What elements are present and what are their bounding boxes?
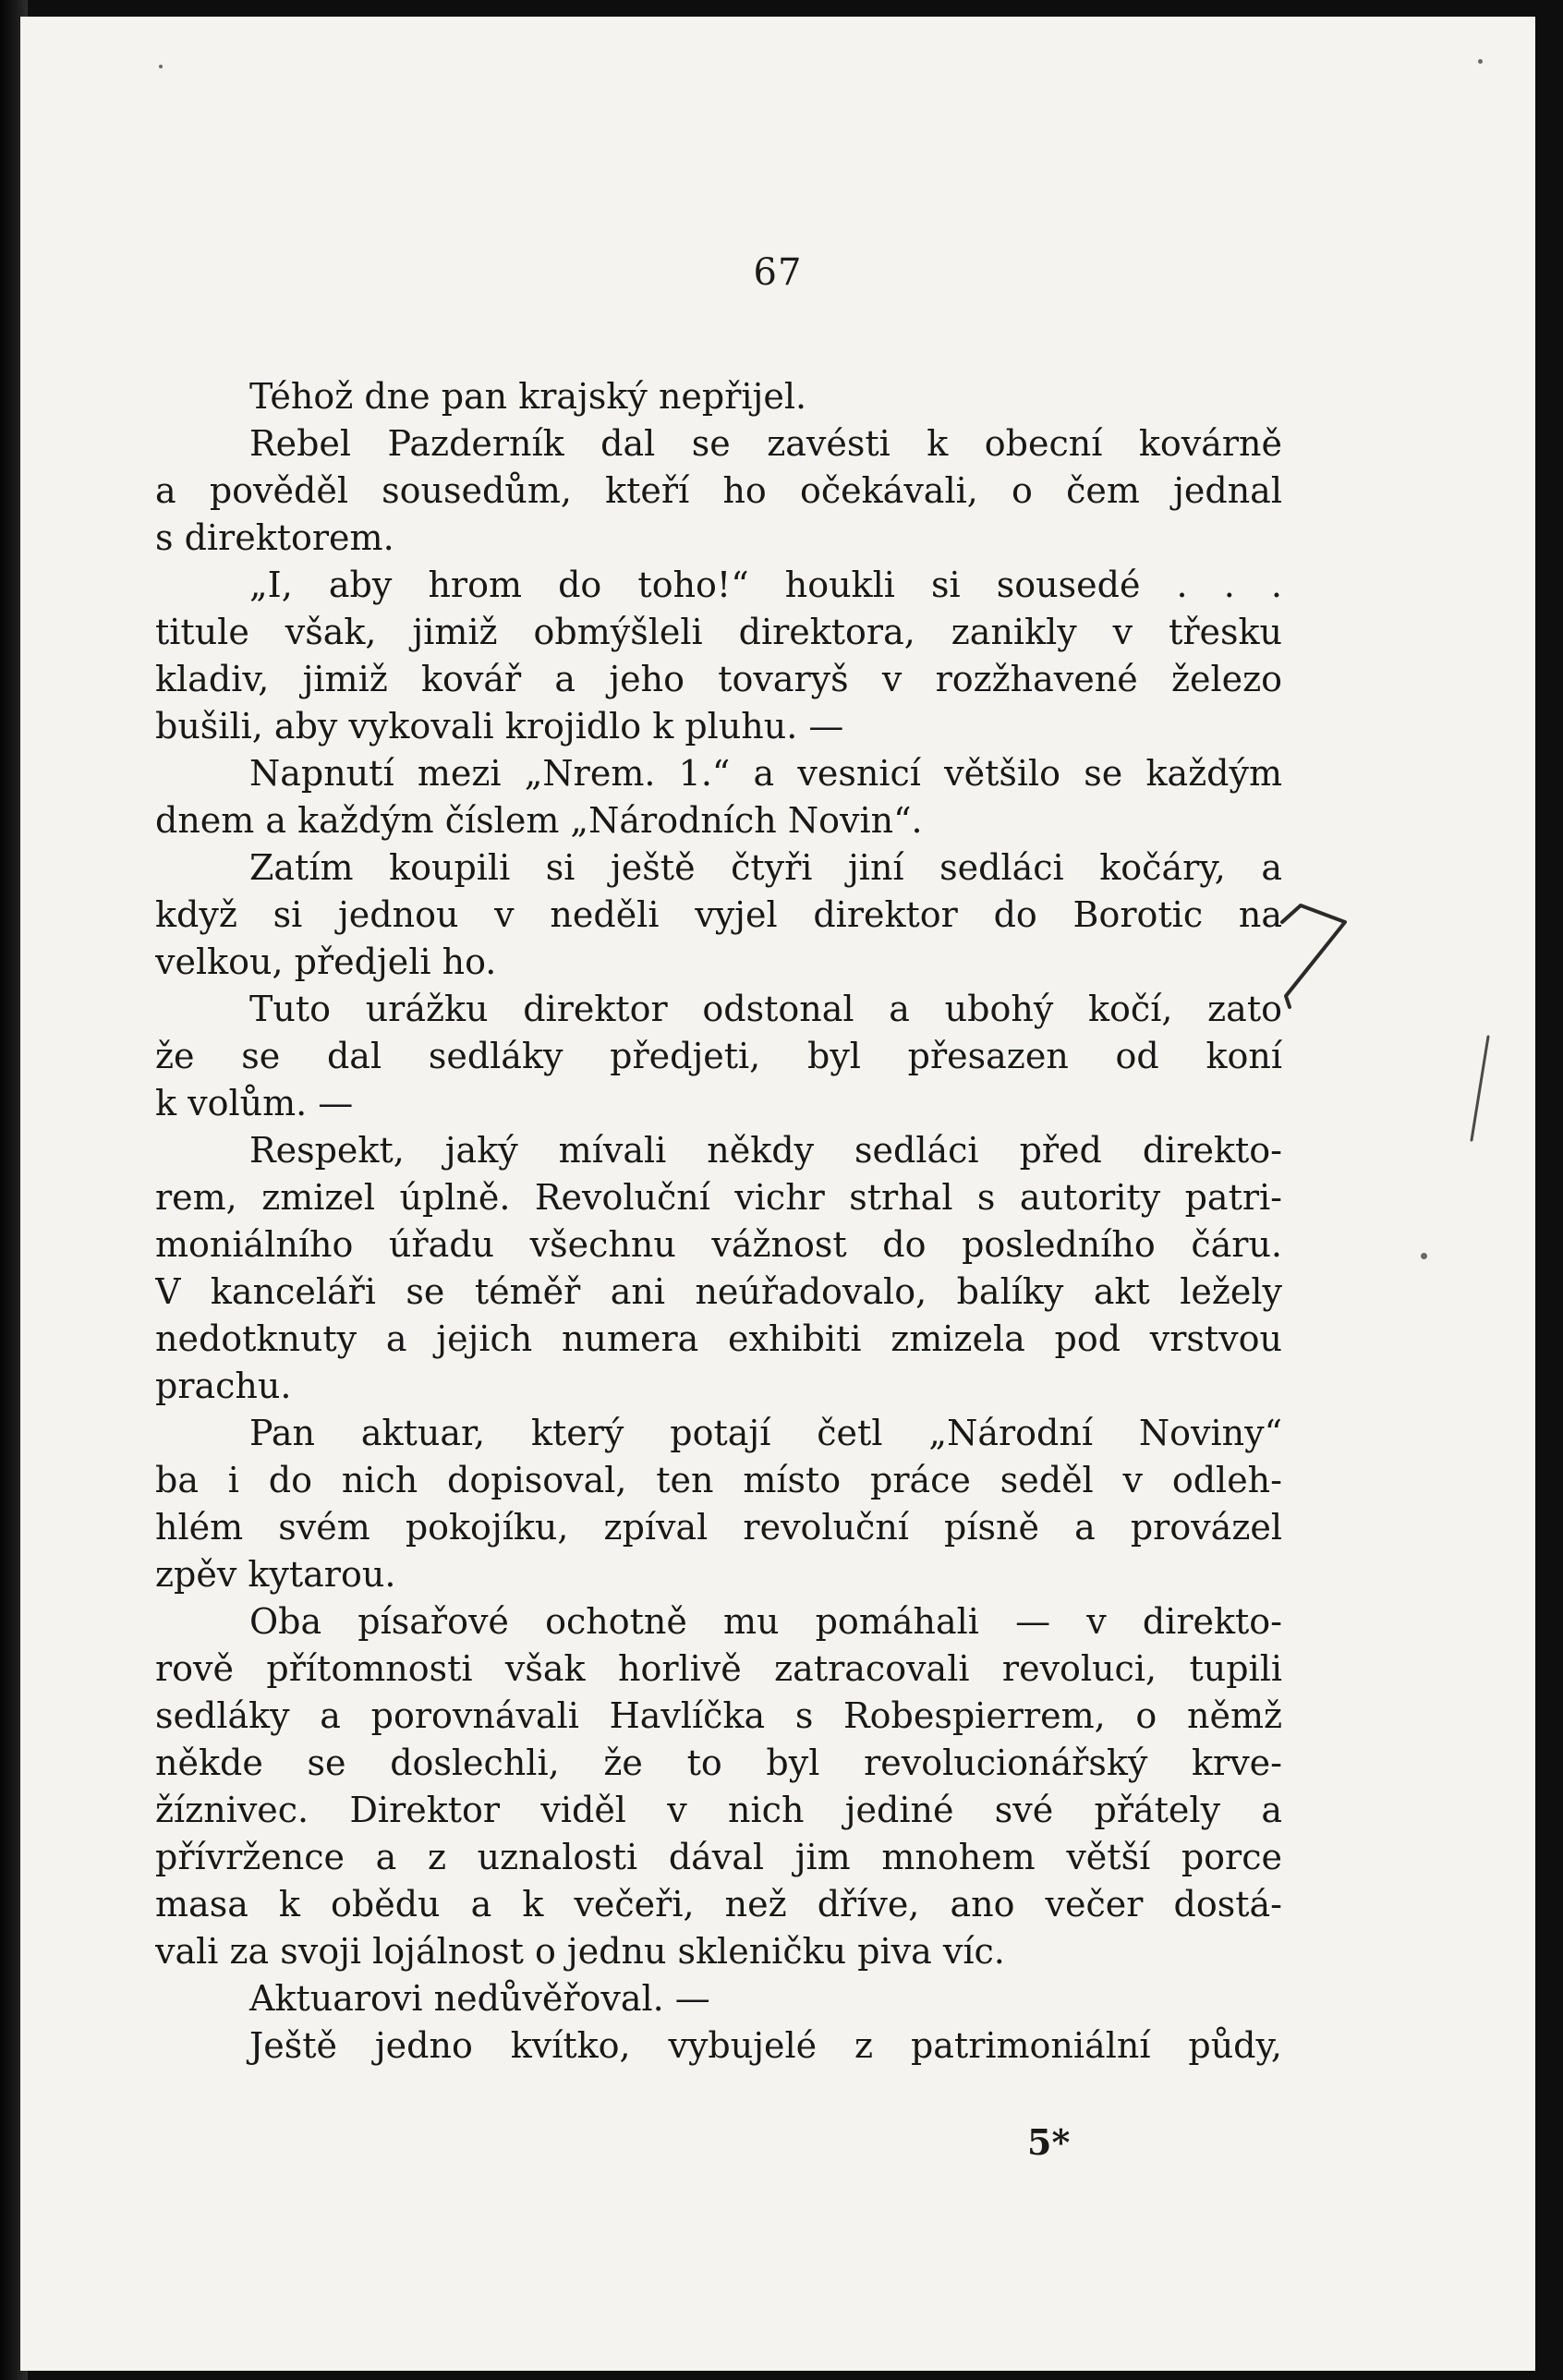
text-line: titule však, jimiž obmýšleli direktora, zanikly v třesku — [155, 612, 1282, 652]
text-line: Téhož dne pan krajský nepřijel. — [249, 376, 807, 417]
text-line: moniálního úřadu všechnu vážnost do posledního čáru. — [155, 1224, 1282, 1265]
text-line: velkou, předjeli ho. — [155, 941, 497, 982]
text-line: s direktorem. — [155, 517, 394, 558]
text-line: když si jednou v neděli vyjel direktor do Borotic na — [155, 894, 1282, 935]
text-line: Aktuarovi nedůvěřoval. — — [249, 1978, 710, 2019]
text-line: že se dal sedláky předjeti, byl přesazen od koní — [155, 1036, 1282, 1076]
body-text — [155, 373, 1282, 2070]
text-line: Respekt, jaký mívali někdy sedláci před direkto- — [249, 1130, 1282, 1171]
text-line: rem, zmizel úplně. Revoluční vichr strhal s autority patri- — [155, 1177, 1282, 1218]
paper-speck — [159, 65, 163, 68]
text-line: rově přítomnosti však horlivě zatracovali revoluci, tupili — [155, 1648, 1282, 1689]
text-line: ba i do nich dopisoval, ten místo práce seděl v odleh- — [155, 1460, 1282, 1500]
text-line: Zatím koupili si ještě čtyři jiní sedláci kočáry, a — [249, 847, 1282, 888]
text-line: někde se doslechli, že to byl revolucionářský krve- — [155, 1742, 1282, 1783]
text-line: V kanceláři se téměř ani neúřadovalo, balíky akt ležely — [155, 1271, 1282, 1312]
text-line: masa k obědu a k večeři, než dříve, ano večer dostá- — [155, 1884, 1282, 1925]
text-line: kladiv, jimiž kovář a jeho tovaryš v rozžhavené železo — [155, 659, 1282, 699]
text-line: nedotknuty a jejich numera exhibiti zmizela pod vrstvou — [155, 1318, 1282, 1359]
signature-mark: 5* — [1027, 2121, 1071, 2163]
paper-speck — [1421, 1253, 1427, 1259]
text-line: prachu. — [155, 1366, 292, 1406]
paper-speck — [1478, 59, 1483, 64]
text-line: Pan aktuar, který potají četl „Národní Noviny“ — [249, 1413, 1282, 1453]
text-line: vali za svoji lojálnost o jednu skleničku piva víc. — [155, 1931, 1005, 1972]
text-line: hlém svém pokojíku, zpíval revoluční písně a provázel — [155, 1507, 1282, 1548]
text-line: „I, aby hrom do toho!“ houkli si sousedé . . . — [249, 565, 1282, 605]
text-line: sedláky a porovnávali Havlíčka s Robespierrem, o němž — [155, 1695, 1282, 1736]
pencil-stroke-mark — [1466, 1033, 1494, 1144]
text-line: Napnutí mezi „Nrem. 1.“ a vesnicí většilo se každým — [249, 753, 1282, 794]
book-page — [20, 17, 1535, 2371]
text-line: Oba písařové ochotně mu pomáhali — v direkto- — [249, 1601, 1282, 1642]
page-number: 67 — [753, 251, 803, 294]
text-line: bušili, aby vykovali krojidlo k pluhu. — — [155, 706, 844, 747]
text-line: zpěv kytarou. — [155, 1554, 396, 1595]
text-line: a pověděl sousedům, kteří ho očekávali, o čem jednal — [155, 470, 1282, 511]
text-line: přívržence a z uznalosti dával jim mnohem větší porce — [155, 1837, 1282, 1877]
text-line: Ještě jedno kvítko, vybujelé z patrimoniální půdy, — [249, 2025, 1282, 2066]
text-line: Tuto urážku direktor odstonal a ubohý kočí, zato — [249, 989, 1282, 1029]
text-line: dnem a každým číslem „Národních Novin“. — [155, 800, 923, 841]
text-line: žíznivec. Direktor viděl v nich jediné své přátely a — [155, 1790, 1282, 1830]
text-line: k volům. — — [155, 1083, 354, 1123]
handwritten-bracket-mark — [1277, 885, 1351, 1014]
text-line: Rebel Pazderník dal se zavésti k obecní kovárně — [249, 423, 1282, 464]
